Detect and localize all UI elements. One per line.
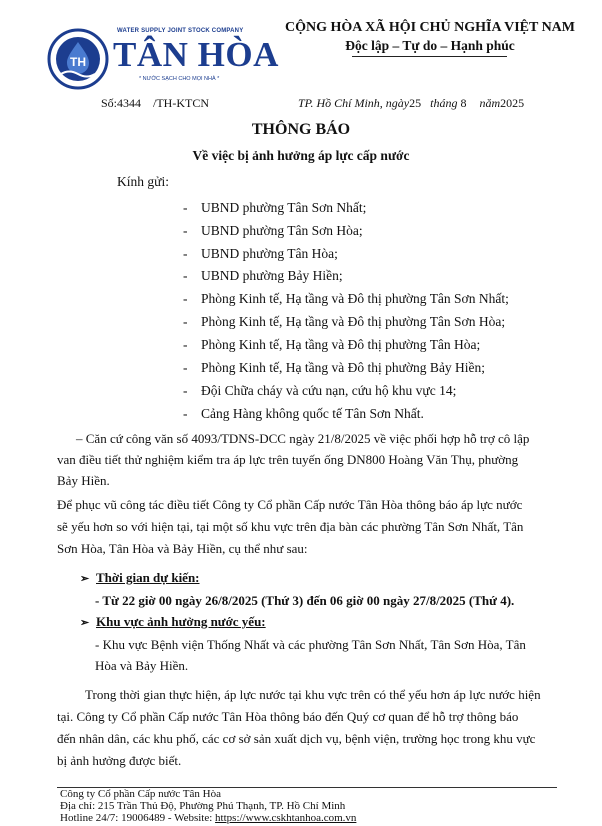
water-drop-emblem-icon	[47, 28, 109, 90]
logo-company-line: WATER SUPPLY JOINT STOCK COMPANY	[117, 28, 244, 34]
greeting: Kính gửi:	[117, 174, 169, 189]
time-value: - Từ 22 giờ 00 ngày 26/8/2025 (Thứ 3) đến 06 giờ 00 ngày 27/8/2025 (Thứ 4).	[95, 593, 515, 608]
time-section-heading	[80, 570, 200, 586]
recipient-item: - UBND phường Tân Sơn Hòa;	[183, 223, 363, 238]
footer-address: Địa chỉ: 215 Trần Thủ Độ, Phường Phú Thạnh, TP. Hồ Chí Minh	[60, 800, 346, 812]
body-paragraph-line: Sơn Hòa, Tân Hòa và Bảy Hiền, cụ thể như sau:	[57, 541, 308, 556]
recipient-item: - Phòng Kinh tế, Hạ tầng và Đô thị phường Tân Sơn Hòa;	[183, 314, 506, 329]
area-section-heading	[80, 614, 266, 630]
document-number-prefix: Số:	[101, 96, 118, 110]
footer-website-link[interactable]: https://www.cskhtanhoa.com.vn	[215, 812, 357, 824]
recipient-item: - Phòng Kinh tế, Hạ tầng và Đô thị phường Tân Hòa;	[183, 337, 481, 352]
date-year-label: năm	[479, 96, 501, 110]
recipient-item: - UBND phường Bảy Hiền;	[183, 268, 343, 283]
time-label: Thời gian dự kiến:	[96, 570, 200, 585]
area-label: Khu vực ảnh hưởng nước yếu:	[96, 614, 266, 629]
body-paragraph-line: van điều tiết thử nghiệm kiểm tra áp lực trên tuyến ống DN800 Hoàng Văn Thụ, phường	[57, 452, 519, 467]
footer-hotline-text: Hotline 24/7: 19006489 - Website:	[60, 812, 216, 824]
date-month-label: tháng	[430, 96, 458, 110]
recipient-item: - Phòng Kinh tế, Hạ tầng và Đô thị phường Bảy Hiền;	[183, 360, 486, 375]
body-paragraph-line: Bảy Hiền.	[57, 473, 110, 488]
date-month: 8	[460, 96, 467, 110]
body-paragraph-line: bị ảnh hưởng được biết.	[57, 753, 182, 768]
date-place: TP. Hồ Chí Minh, ngày	[298, 96, 410, 110]
footer-company: Công ty Cổ phần Cấp nước Tân Hòa	[60, 788, 221, 800]
nation-header: CỘNG HÒA XÃ HỘI CHỦ NGHĨA VIỆT NAM	[284, 20, 575, 35]
recipient-item: - UBND phường Tân Hòa;	[183, 246, 338, 261]
area-value-line: Hòa và Bảy Hiền.	[95, 658, 189, 673]
company-logo	[47, 20, 279, 92]
date-year: 2025	[500, 96, 525, 110]
document-date	[298, 96, 524, 111]
logo-slogan: * NƯỚC SẠCH CHO MỌI NHÀ *	[139, 76, 220, 82]
motto-underline	[352, 56, 507, 57]
body-paragraph-line: sẽ yếu hơn so với hiện tại, tại một số khu vực trên địa bàn các phường Tân Sơn Nhất, Tân	[57, 519, 524, 534]
body-paragraph-line: đến nhân dân, các khu phố, các cơ sở sản xuất dịch vụ, bệnh viện, trường học trong khu vực	[57, 731, 536, 746]
arrow-right-icon: ➢	[80, 573, 90, 585]
body-paragraph-line: Để phục vũ công tác điều tiết Công ty Cổ phần Cấp nước Tân Hòa thông báo áp lực nước	[57, 497, 523, 512]
document-number-suffix: /TH-KTCN	[153, 96, 210, 110]
motto: Độc lập – Tự do – Hạnh phúc	[345, 38, 515, 53]
recipient-item: - UBND phường Tân Sơn Nhất;	[183, 200, 367, 215]
logo-name: TÂN HÒA	[113, 35, 279, 74]
area-value-line: - Khu vực Bệnh viện Thống Nhất và các phường Tân Sơn Nhất, Tân Sơn Hòa, Tân	[95, 637, 526, 652]
svg-text:TH: TH	[70, 55, 86, 69]
document-number	[101, 96, 209, 111]
body-paragraph-line: tại. Công ty Cổ phần Cấp nước Tân Hòa thông báo đến Quý cơ quan để hỗ trợ thông báo	[57, 709, 519, 724]
document-number-value: 4344	[117, 96, 142, 110]
document-title: THÔNG BÁO	[251, 121, 351, 138]
date-day: 25	[409, 96, 422, 110]
recipient-item: - Phòng Kinh tế, Hạ tầng và Đô thị phường Tân Sơn Nhất;	[183, 291, 509, 306]
arrow-right-icon: ➢	[80, 617, 90, 629]
recipient-item: - Cảng Hàng không quốc tế Tân Sơn Nhất.	[183, 406, 424, 421]
document-subtitle: Về việc bị ảnh hưởng áp lực cấp nước	[192, 148, 410, 163]
body-paragraph-line: – Căn cứ công văn số 4093/TDNS-DCC ngày 21/8/2025 về việc phối hợp hỗ trợ cô lập	[76, 431, 530, 446]
recipient-item: - Đội Chữa cháy và cứu nạn, cứu hộ khu vực 14;	[183, 383, 457, 398]
body-paragraph-line: Trong thời gian thực hiện, áp lực nước tại khu vực trên có thể yếu hơn áp lực nước hiện	[85, 687, 541, 702]
footer-hotline	[60, 812, 356, 824]
